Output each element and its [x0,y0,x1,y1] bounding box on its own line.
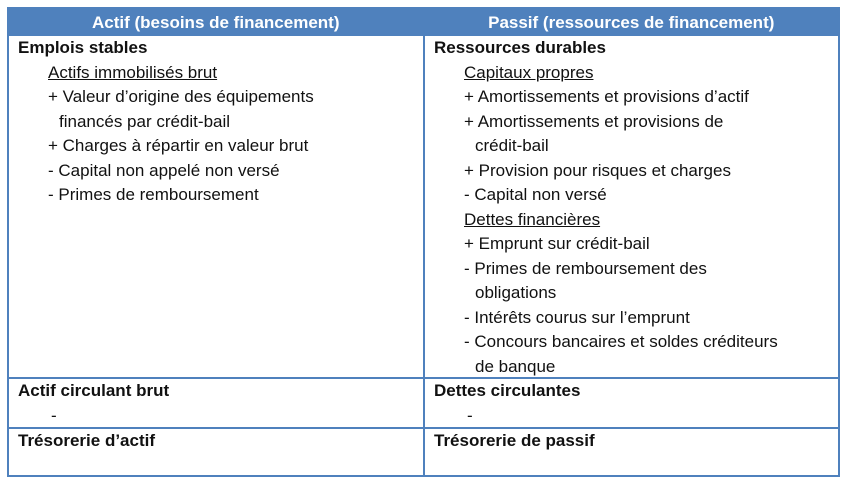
list-item-continuation: crédit-bail [475,136,549,155]
list-item: + Amortissements et provisions d’actif [464,87,749,106]
balance-sheet-table [7,7,840,477]
list-item: - Concours bancaires et soldes créditeurs [464,332,778,351]
header-passif: Passif (ressources de financement) [488,13,775,32]
subsection-title: Capitaux propres [464,62,594,82]
list-item: + Amortissements et provisions de [464,111,724,131]
cell-emplois-stables [18,36,314,208]
section-title: Ressources durables [434,38,606,57]
list-item: - Capital non versé [464,185,607,204]
list-item: - [467,405,473,425]
section-title: Actif circulant brut [18,381,170,400]
cell-tresorerie-actif [18,429,155,454]
list-item: - Primes de remboursement [48,185,259,204]
cell-actif-circulant [18,379,169,428]
cell-ressources-durables [434,36,778,379]
list-item: - Intérêts courus sur l’emprunt [464,307,690,327]
list-item: + Provision pour risques et charges [464,160,731,180]
section-title: Trésorerie d’actif [18,431,156,450]
cell-tresorerie-passif [434,429,595,454]
list-item: + Emprunt sur crédit-bail [464,234,650,253]
subsection-title: Actifs immobilisés brut [48,62,218,82]
section-title: Trésorerie de passif [434,431,595,450]
list-item-continuation: de banque [475,356,556,376]
cell-dettes-circulantes [434,379,580,428]
list-item: + Valeur d’origine des équipements [48,87,314,106]
list-item: - Primes de remboursement des [464,258,707,278]
list-item: + Charges à répartir en valeur brut [48,136,309,155]
header-actif: Actif (besoins de financement) [92,13,340,32]
list-item: - [51,405,57,425]
section-title: Dettes circulantes [434,381,581,400]
column-divider [423,9,425,475]
list-item-continuation: financés par crédit-bail [59,111,231,131]
subsection-title: Dettes financières [464,209,601,229]
section-title: Emplois stables [18,38,148,57]
list-item: - Capital non appelé non versé [48,160,280,180]
list-item-continuation: obligations [475,283,557,302]
